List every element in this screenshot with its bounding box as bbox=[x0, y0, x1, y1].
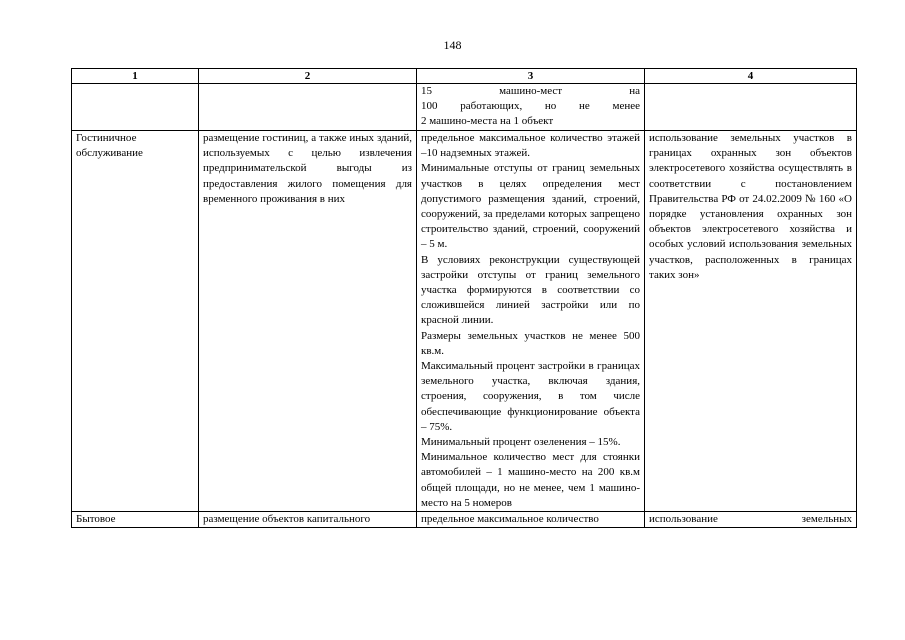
parameter-item: Минимальные отступы от границ земельных участков в целях определения мест допустимого размещения зданий, строений, сооружений, за пределами которых запрещено строительство зданий, строений, сооружений – 5 м. bbox=[421, 162, 640, 251]
restrictions-cell: использование земельных участков в границах охранных зон объектов электросетевого хозяйства осуществлять в соответствии с постановлением Правительства РФ от 24.02.2009 № 160 «О порядке установления охранных зон объектов электросетевого хозяйства и особых условий использования земельных участков, расположенных в границах таких зон» bbox=[645, 131, 857, 512]
parameter-item: Размеры земельных участков не менее 500 кв.м. bbox=[421, 329, 640, 357]
page-number: 148 bbox=[443, 38, 462, 52]
parameter-item: Максимальный процент застройки в границах земельного участка, включая здания, строения, сооружения, в том числе обеспечивающие функционирование объекта – 75%. bbox=[421, 360, 640, 433]
use-type-name: Бытовое bbox=[72, 512, 199, 528]
parking-line: 2 машино-места на 1 объект bbox=[421, 115, 554, 128]
parameter-item: В условиях реконструкции существующей застройки отступы от границ земельного участка формируются в соответствии со сложившейся линией застройки или по красной линии. bbox=[421, 253, 640, 327]
use-type-name: Гостиничное обслуживание bbox=[72, 131, 199, 512]
parameter-item: Минимальное количество мест для стоянки автомобилей – 1 машино-место на 200 кв.м общей площади, но не менее, чем 1 машино-место на 5 номеров bbox=[421, 451, 640, 509]
parking-continued-cell bbox=[417, 84, 645, 131]
header-row bbox=[72, 69, 857, 84]
zoning-table bbox=[71, 68, 857, 528]
cell-empty bbox=[645, 84, 857, 131]
cell-empty bbox=[72, 84, 199, 131]
parameters-cell bbox=[417, 131, 645, 512]
header-col-4: 4 bbox=[645, 69, 857, 84]
parameters-cell: предельное максимальное количество bbox=[417, 512, 645, 528]
header-col-1: 1 bbox=[72, 69, 199, 84]
parking-line: 15 машино-мест на bbox=[421, 85, 640, 97]
use-description: размещение объектов капитального bbox=[199, 512, 417, 528]
parking-line: 100 работающих, но не менее bbox=[421, 100, 640, 113]
table-row bbox=[72, 512, 857, 528]
use-description: размещение гостиниц, а также иных зданий, используемых с целью извлечения предпринимательской выгоды из предоставления жилого помещения для временного проживания в них bbox=[199, 131, 417, 512]
restrictions-cell: использование земельных bbox=[645, 512, 857, 528]
parameter-item: Минимальный процент озеленения – 15%. bbox=[421, 436, 621, 449]
cell-empty bbox=[199, 84, 417, 131]
header-col-3: 3 bbox=[417, 69, 645, 84]
parameter-item: предельное максимальное количество этажей –10 надземных этажей. bbox=[421, 132, 640, 160]
table-row bbox=[72, 131, 857, 512]
header-col-2: 2 bbox=[199, 69, 417, 84]
table-row bbox=[72, 84, 857, 131]
